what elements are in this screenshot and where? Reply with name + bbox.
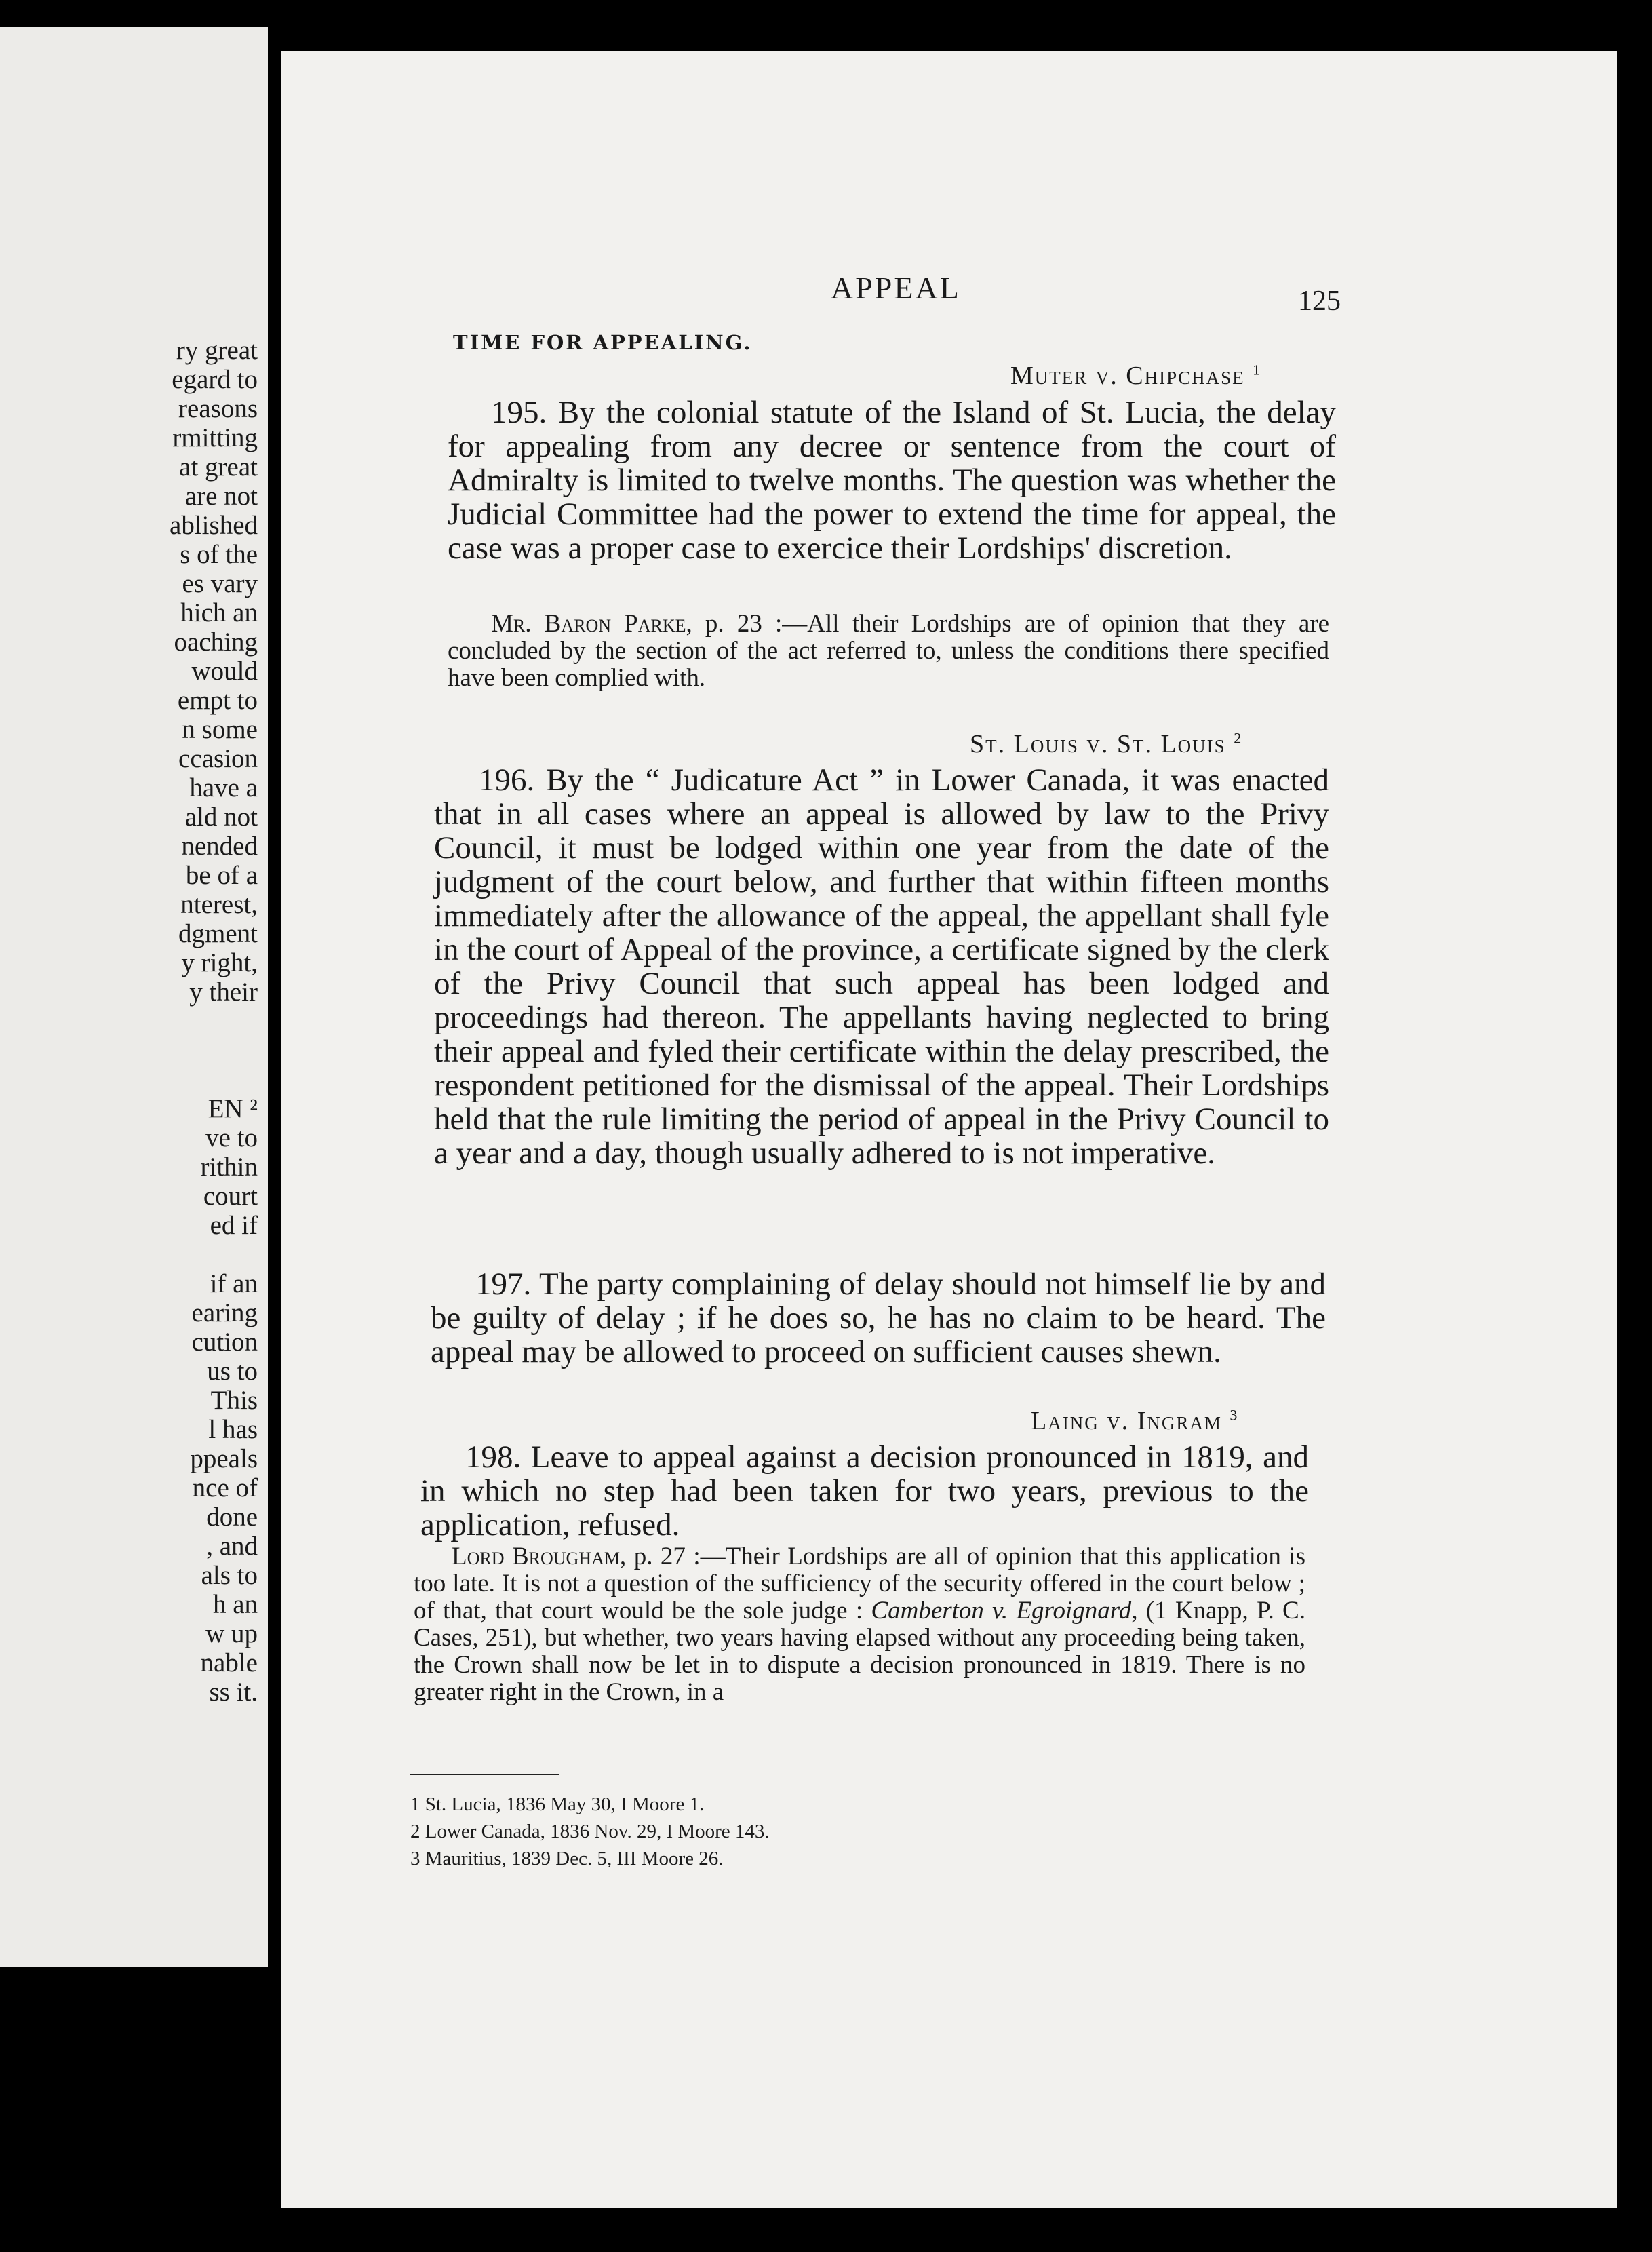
left-page-line: would <box>191 657 258 686</box>
page-number: 125 <box>1298 286 1341 317</box>
opinion-speaker: Mr. Baron Parke <box>491 610 686 638</box>
running-head: APPEAL <box>831 271 961 305</box>
left-page-line: ss it. <box>209 1677 258 1707</box>
left-page-line: ry great <box>176 336 258 365</box>
footnote: 3 Mauritius, 1839 Dec. 5, III Moore 26. <box>410 1848 724 1869</box>
left-page-line: w up <box>205 1619 258 1648</box>
left-page-line: reasons <box>178 394 258 423</box>
footnote: 1 St. Lucia, 1836 May 30, I Moore 1. <box>410 1793 705 1815</box>
left-page-line: n some <box>182 715 258 744</box>
left-page-line: y right, <box>181 948 258 977</box>
left-page-line: nterest, <box>180 890 258 919</box>
paragraph-197: 197. The party complaining of delay should not himself lie by and be guilty of delay ; if he does so, he has no claim to be heard. The appeal may be allowed to proceed on sufficient causes shewn. <box>431 1266 1326 1370</box>
left-page-line <box>0 1240 258 1269</box>
opinion-baron-parke: Mr. Baron Parke, p. 23 :—All their Lordships are of opinion that they are concluded by the section of the act referred to, unless the conditions there specified have been complied with. <box>448 610 1329 692</box>
left-page-line: y their <box>189 977 258 1007</box>
left-page-line: nable <box>200 1648 258 1677</box>
left-page-line: at great <box>179 452 258 482</box>
opinion-lord-brougham: Lord Brougham, p. 27 :—Their Lordships are all of opinion that this application is too late. It is not a question of the sufficiency of the security offered in the court below ; of that, that court would be the sole judge : Camberton v. Egroignard, (1 Knapp, P. C. Cases, 251), but whether, two years having elapsed without any proceeding being taken, the Crown shall now be let in to dispute a decision pronounced in 1819. There is no greater right in the Crown, in a <box>414 1542 1305 1706</box>
left-page-line: ccasion <box>178 744 258 773</box>
left-page-line: egard to <box>172 365 258 394</box>
left-page-line <box>0 1007 258 1036</box>
left-page-line: This <box>210 1386 258 1415</box>
left-page-line: ed if <box>210 1211 258 1240</box>
left-page-line <box>0 1036 258 1065</box>
left-page-line: rmitting <box>172 423 258 452</box>
opinion-speaker: Lord Brougham <box>452 1542 620 1570</box>
left-page-line <box>0 1065 258 1094</box>
left-page-line: ppeals <box>190 1444 258 1473</box>
left-page-line: s of the <box>180 540 258 569</box>
left-page-line: h an <box>212 1590 258 1619</box>
left-page-line: rithin <box>200 1152 258 1182</box>
left-page-line: EN ² <box>208 1094 258 1123</box>
case-title-laing: Laing v. Ingram $^3$ <box>1031 1406 1239 1435</box>
case-citation: Camberton v. Egroignard <box>871 1597 1132 1625</box>
left-page-line: nended <box>181 832 258 861</box>
left-page-line: court <box>203 1182 258 1211</box>
left-page-line: oaching <box>174 627 258 657</box>
case-title-st-louis: St. Louis v. St. Louis $^2$ <box>970 729 1243 758</box>
left-page-line: done <box>206 1502 258 1532</box>
left-page-line: hich an <box>180 598 258 627</box>
left-page-line: be of a <box>185 861 258 890</box>
left-page-line: l has <box>208 1415 258 1444</box>
left-page-line: dgment <box>178 919 258 948</box>
left-page-line: have a <box>189 773 258 802</box>
footnote: 2 Lower Canada, 1836 Nov. 29, I Moore 143. <box>410 1821 770 1842</box>
paragraph-195: 195. By the colonial statute of the Island of St. Lucia, the delay for appealing from any decree or sentence from the court of Admiralty is limited to twelve months. The question was whether the Judicial Committee had the power to extend the time for appeal, the case was a proper case to exercice their Lordships' discretion. <box>448 395 1336 566</box>
section-heading: TIME FOR APPEALING. <box>453 331 753 354</box>
left-page-line: us to <box>207 1357 258 1386</box>
left-page-text <box>0 336 258 1707</box>
left-page-line: ald not <box>184 802 258 832</box>
left-page-line: ve to <box>205 1123 258 1152</box>
left-page-line: als to <box>201 1561 258 1590</box>
left-page-line: ablished <box>170 511 258 540</box>
left-page-fragment <box>0 27 268 1967</box>
left-page-line: earing <box>191 1298 258 1327</box>
left-page-line: , and <box>206 1532 258 1561</box>
footnotes <box>410 1791 1292 1872</box>
left-page-line: if an <box>210 1269 258 1298</box>
left-page-line: empt to <box>177 686 258 715</box>
left-page-line: nce of <box>192 1473 258 1502</box>
paragraph-196: 196. By the “ Judicature Act ” in Lower Canada, it was enacted that in all cases where an appeal is allowed by law to the Privy Council, it must be lodged within one year from the date of the judgment of the court below, and further that within fifteen months immediately after the allowance of the appeal, the appellant shall fyle in the court of Appeal of the province, a certificate signed by the clerk of the Privy Council that such appeal has been lodged and proceedings had thereon. The appellants having neglected to bring their appeal and fyled their certificate within the delay prescribed, the respondent petitioned for the dismissal of the appeal. Their Lordships held that the rule limiting the period of appeal in the Privy Council to a year and a day, though usually adhered to is not imperative. <box>434 762 1329 1171</box>
paragraph-198: 198. Leave to appeal against a decision pronounced in 1819, and in which no step had been taken for two years, previous to the application, refused. <box>420 1439 1309 1542</box>
left-page-line: cution <box>191 1327 258 1357</box>
case-title-muter: Muter v. Chipchase $^1$ <box>1010 361 1262 390</box>
left-page-line: are not <box>184 482 258 511</box>
footnote-rule <box>410 1774 559 1775</box>
left-page-line: es vary <box>182 569 258 598</box>
